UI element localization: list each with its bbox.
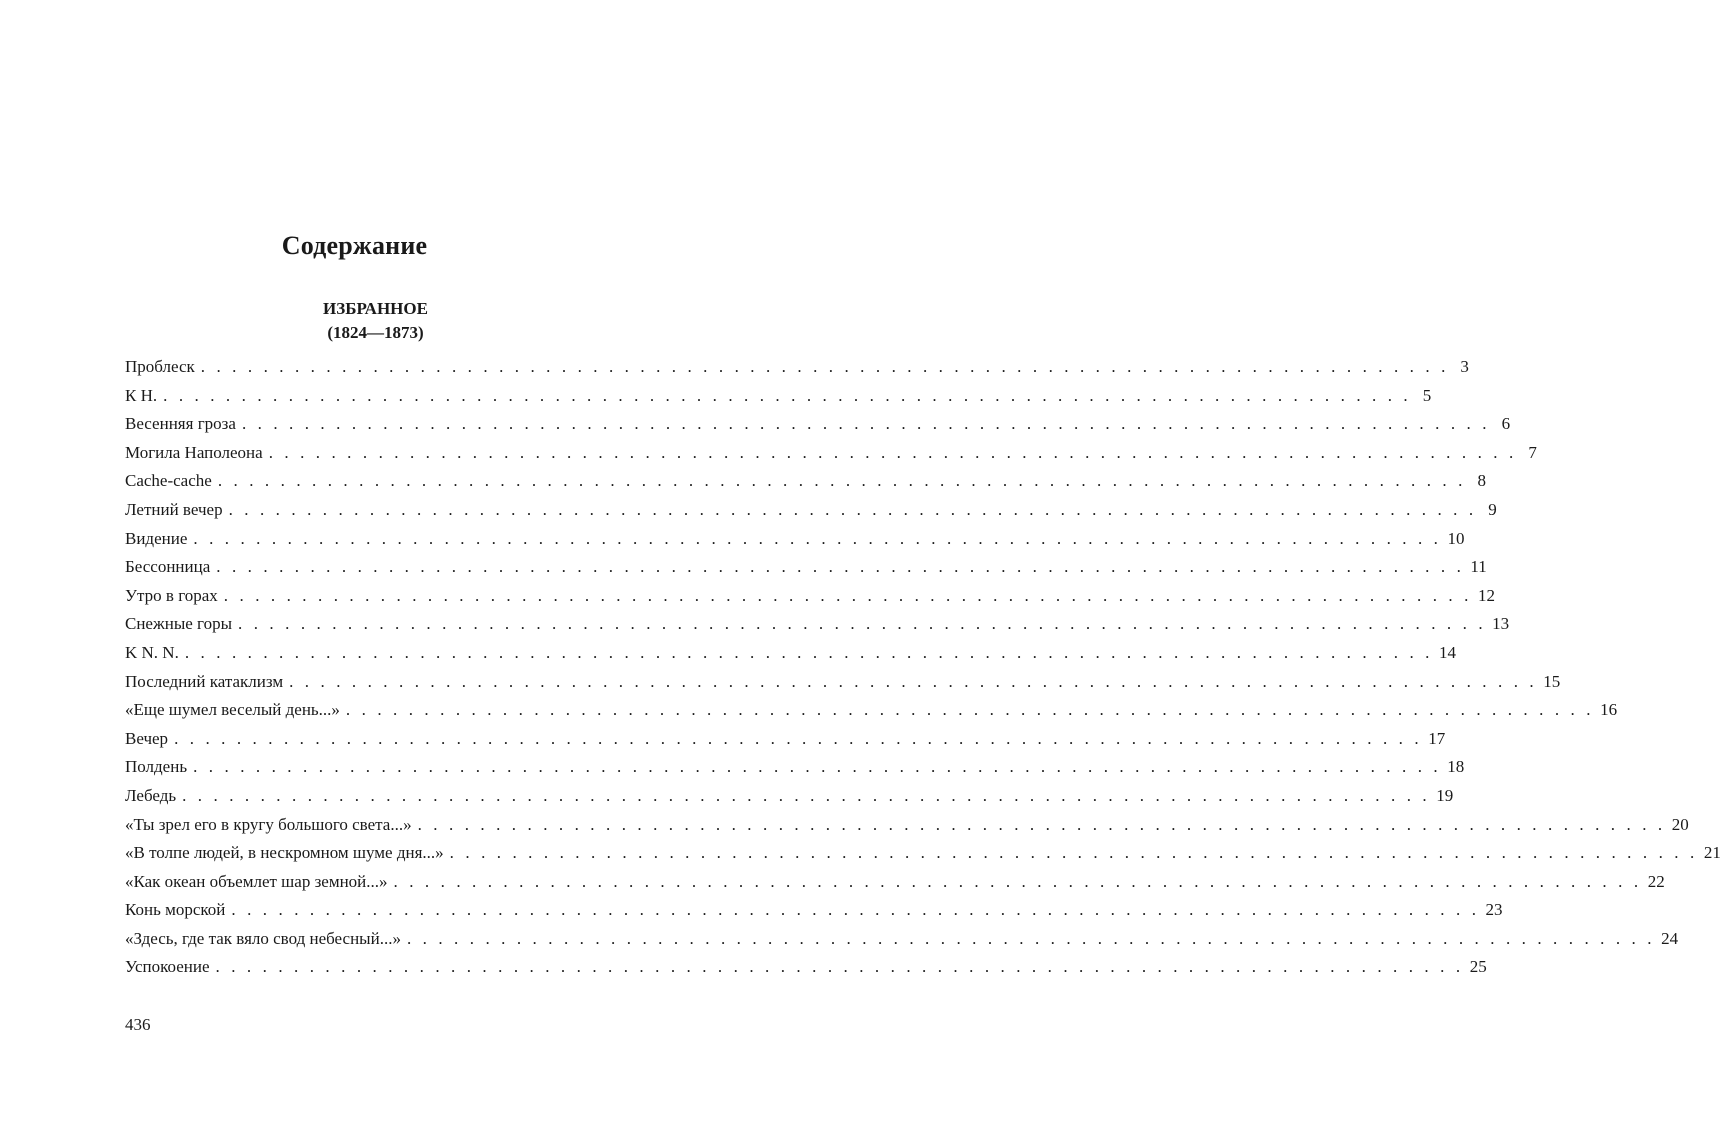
toc-entry-page: 17 xyxy=(1428,728,1446,748)
section-name: ИЗБРАННОЕ xyxy=(323,299,428,318)
dot-leader: . . . . . . . . . . . . . . . . . . . . . . . . . . . . . . . . . . . . . . . . . . . . . . . . . . . . . . . . . . . . . . . . . . . . . . . . . . . . . . . . xyxy=(238,614,1487,634)
toc-entry-title: Весенняя гроза xyxy=(125,414,236,434)
dot-leader: . . . . . . . . . . . . . . . . . . . . . . . . . . . . . . . . . . . . . . . . . . . . . . . . . . . . . . . . . . . . . . . . . . . . . . . . . . . . . . . . xyxy=(182,785,1431,805)
dot-leader: . . . . . . . . . . . . . . . . . . . . . . . . . . . . . . . . . . . . . . . . . . . . . . . . . . . . . . . . . . . . . . . . . . . . . . . . . . . . . . . . xyxy=(289,671,1538,691)
toc-entry xyxy=(125,896,1503,925)
toc-entry-title: Утро в горах xyxy=(125,585,218,605)
dot-leader: . . . . . . . . . . . . . . . . . . . . . . . . . . . . . . . . . . . . . . . . . . . . . . . . . . . . . . . . . . . . . . . . . . . . . . . . . . . . . . . . xyxy=(241,414,1491,434)
dot-leader: . . . . . . . . . . . . . . . . . . . . . . . . . . . . . . . . . . . . . . . . . . . . . . . . . . . . . . . . . . . . . . . . . . . . . . . . . . . . . . . . xyxy=(174,728,1423,748)
dot-leader: . . . . . . . . . . . . . . . . . . . . . . . . . . . . . . . . . . . . . . . . . . . . . . . . . . . . . . . . . . . . . . . . . . . . . . . . . . . . . . . . xyxy=(193,528,1442,548)
toc-entry-page: 24 xyxy=(1661,928,1679,948)
toc-entry-page: 22 xyxy=(1647,871,1665,891)
dot-leader: . . . . . . . . . . . . . . . . . . . . . . . . . . . . . . . . . . . . . . . . . . . . . . . . . . . . . . . . . . . . . . . . . . . . . . . . . . . . . . . . xyxy=(215,957,1464,977)
toc-entry xyxy=(125,696,1618,725)
dot-leader: . . . . . . . . . . . . . . . . . . . . . . . . . . . . . . . . . . . . . . . . . . . . . . . . . . . . . . . . . . . . . . . . . . . . . . . . . . . . . . . . xyxy=(345,700,1595,720)
dot-leader: . . . . . . . . . . . . . . . . . . . . . . . . . . . . . . . . . . . . . . . . . . . . . . . . . . . . . . . . . . . . . . . . . . . . . . . . . . . . . . . . xyxy=(406,928,1656,948)
toc-entry-title: Вечер xyxy=(125,728,169,748)
toc-entry xyxy=(125,382,1432,411)
toc-entry-title: «Еще шумел веселый день...» xyxy=(125,700,340,720)
toc-entry-page: 5 xyxy=(1422,385,1432,405)
toc-entry-page: 8 xyxy=(1477,471,1486,491)
toc-entry xyxy=(125,868,1665,897)
dot-leader: . . . . . . . . . . . . . . . . . . . . . . . . . . . . . . . . . . . . . . . . . . . . . . . . . . . . . . . . . . . . . . . . . . . . . . . . . . . . . . . . xyxy=(200,357,1449,376)
toc-entry xyxy=(125,467,1486,496)
dot-leader: . . . . . . . . . . . . . . . . . . . . . . . . . . . . . . . . . . . . . . . . . . . . . . . . . . . . . . . . . . . . . . . . . . . . . . . . . . . . . . . . xyxy=(393,871,1642,891)
toc-entry xyxy=(125,725,1446,754)
toc-entry-page: 6 xyxy=(1501,414,1511,434)
toc-entry-title: Лебедь xyxy=(125,785,177,805)
toc-entry-title: Полдень xyxy=(125,757,188,777)
toc-entry xyxy=(125,525,1465,554)
toc-entry-page: 7 xyxy=(1528,442,1537,462)
toc-entry-page: 13 xyxy=(1492,614,1510,634)
page-number: 436 xyxy=(125,1015,151,1034)
dot-leader: . . . . . . . . . . . . . . . . . . . . . . . . . . . . . . . . . . . . . . . . . . . . . . . . . . . . . . . . . . . . . . . . . . . . . . . . . . . . . . . . xyxy=(217,471,1466,491)
toc-entry-page: 14 xyxy=(1439,642,1456,662)
dot-leader: . . . . . . . . . . . . . . . . . . . . . . . . . . . . . . . . . . . . . . . . . . . . . . . . . . . . . . . . . . . . . . . . . . . . . . . . . . . . . . . . xyxy=(417,814,1666,834)
toc-entry-title: Бессонница xyxy=(125,557,211,577)
toc-entry-page: 16 xyxy=(1600,700,1618,720)
table-of-contents xyxy=(125,353,1721,982)
dot-leader: . . . . . . . . . . . . . . . . . . . . . . . . . . . . . . . . . . . . . . . . . . . . . . . . . . . . . . . . . . . . . . . . . . . . . . . . . . . . . . . . xyxy=(163,385,1412,405)
toc-entry xyxy=(125,811,1689,840)
toc-entry-title: Проблеск xyxy=(125,357,195,376)
toc-entry-title: «Ты зрел его в кругу большого света...» xyxy=(125,814,412,834)
toc-entry-page: 10 xyxy=(1447,528,1465,548)
toc-entry-title: Летний вечер xyxy=(125,499,223,519)
toc-entry-page: 12 xyxy=(1477,585,1495,605)
toc-entry-title: К Н. xyxy=(125,385,158,405)
toc-entry-page: 20 xyxy=(1671,814,1689,834)
dot-leader: . . . . . . . . . . . . . . . . . . . . . . . . . . . . . . . . . . . . . . . . . . . . . . . . . . . . . . . . . . . . . . . . . . . . . . . . . . . . . . . . xyxy=(184,642,1433,662)
toc-entry-title: Могила Наполеона xyxy=(125,442,263,462)
toc-entry xyxy=(125,610,1510,639)
toc-entry-page: 11 xyxy=(1470,557,1487,577)
toc-entry xyxy=(125,496,1497,525)
toc-entry xyxy=(125,839,1721,868)
toc-entry xyxy=(125,639,1456,668)
toc-entry xyxy=(125,353,1469,382)
dot-leader: . . . . . . . . . . . . . . . . . . . . . . . . . . . . . . . . . . . . . . . . . . . . . . . . . . . . . . . . . . . . . . . . . . . . . . . . . . . . . . . . xyxy=(216,557,1465,577)
dot-leader: . . . . . . . . . . . . . . . . . . . . . . . . . . . . . . . . . . . . . . . . . . . . . . . . . . . . . . . . . . . . . . . . . . . . . . . . . . . . . . . . xyxy=(193,757,1442,777)
toc-entry-page: 18 xyxy=(1447,757,1465,777)
toc-entry xyxy=(125,953,1487,982)
toc-entry-title: «Здесь, где так вяло свод небесный...» xyxy=(125,928,401,948)
toc-entry-title: Cache-cache xyxy=(125,471,212,491)
dot-leader: . . . . . . . . . . . . . . . . . . . . . . . . . . . . . . . . . . . . . . . . . . . . . . . . . . . . . . . . . . . . . . . . . . . . . . . . . . . . . . . . xyxy=(449,843,1698,863)
toc-entry xyxy=(125,668,1561,697)
toc-entry-page: 25 xyxy=(1469,957,1487,977)
toc-entry xyxy=(125,410,1511,439)
toc-entry xyxy=(125,439,1537,468)
toc-entry-page: 9 xyxy=(1488,499,1497,519)
toc-entry-title: Видение xyxy=(125,528,188,548)
toc-entry-title: Снежные горы xyxy=(125,614,233,634)
toc-entry-title: Конь морской xyxy=(125,900,226,920)
dot-leader: . . . . . . . . . . . . . . . . . . . . . . . . . . . . . . . . . . . . . . . . . . . . . . . . . . . . . . . . . . . . . . . . . . . . . . . . . . . . . . . . xyxy=(268,442,1517,462)
toc-entry xyxy=(125,782,1454,811)
toc-entry xyxy=(125,553,1487,582)
toc-entry-title: «В толпе людей, в нескромном шуме дня...» xyxy=(125,843,444,863)
toc-entry-title: Последний катаклизм xyxy=(125,671,284,691)
dot-leader: . . . . . . . . . . . . . . . . . . . . . . . . . . . . . . . . . . . . . . . . . . . . . . . . . . . . . . . . . . . . . . . . . . . . . . . . . . . . . . . . xyxy=(228,499,1477,519)
toc-entry-title: «Как океан объемлет шар земной...» xyxy=(125,871,388,891)
toc-entry-page: 23 xyxy=(1485,900,1503,920)
section-years: (1824—1873) xyxy=(327,323,424,342)
dot-leader: . . . . . . . . . . . . . . . . . . . . . . . . . . . . . . . . . . . . . . . . . . . . . . . . . . . . . . . . . . . . . . . . . . . . . . . . . . . . . . . . xyxy=(231,900,1480,920)
toc-entry xyxy=(125,925,1679,954)
toc-entry-page: 21 xyxy=(1703,843,1721,863)
section-heading xyxy=(0,297,751,345)
toc-entry-title: K N. N. xyxy=(125,642,179,662)
toc-entry-page: 3 xyxy=(1460,357,1469,376)
toc-entry-title: Успокоение xyxy=(125,957,210,977)
toc-entry-page: 15 xyxy=(1543,671,1561,691)
toc-entry xyxy=(125,753,1465,782)
dot-leader: . . . . . . . . . . . . . . . . . . . . . . . . . . . . . . . . . . . . . . . . . . . . . . . . . . . . . . . . . . . . . . . . . . . . . . . . . . . . . . . . xyxy=(223,585,1472,605)
toc-entry xyxy=(125,582,1495,611)
toc-entry-page: 19 xyxy=(1436,785,1454,805)
page-title: Содержание xyxy=(281,231,428,260)
